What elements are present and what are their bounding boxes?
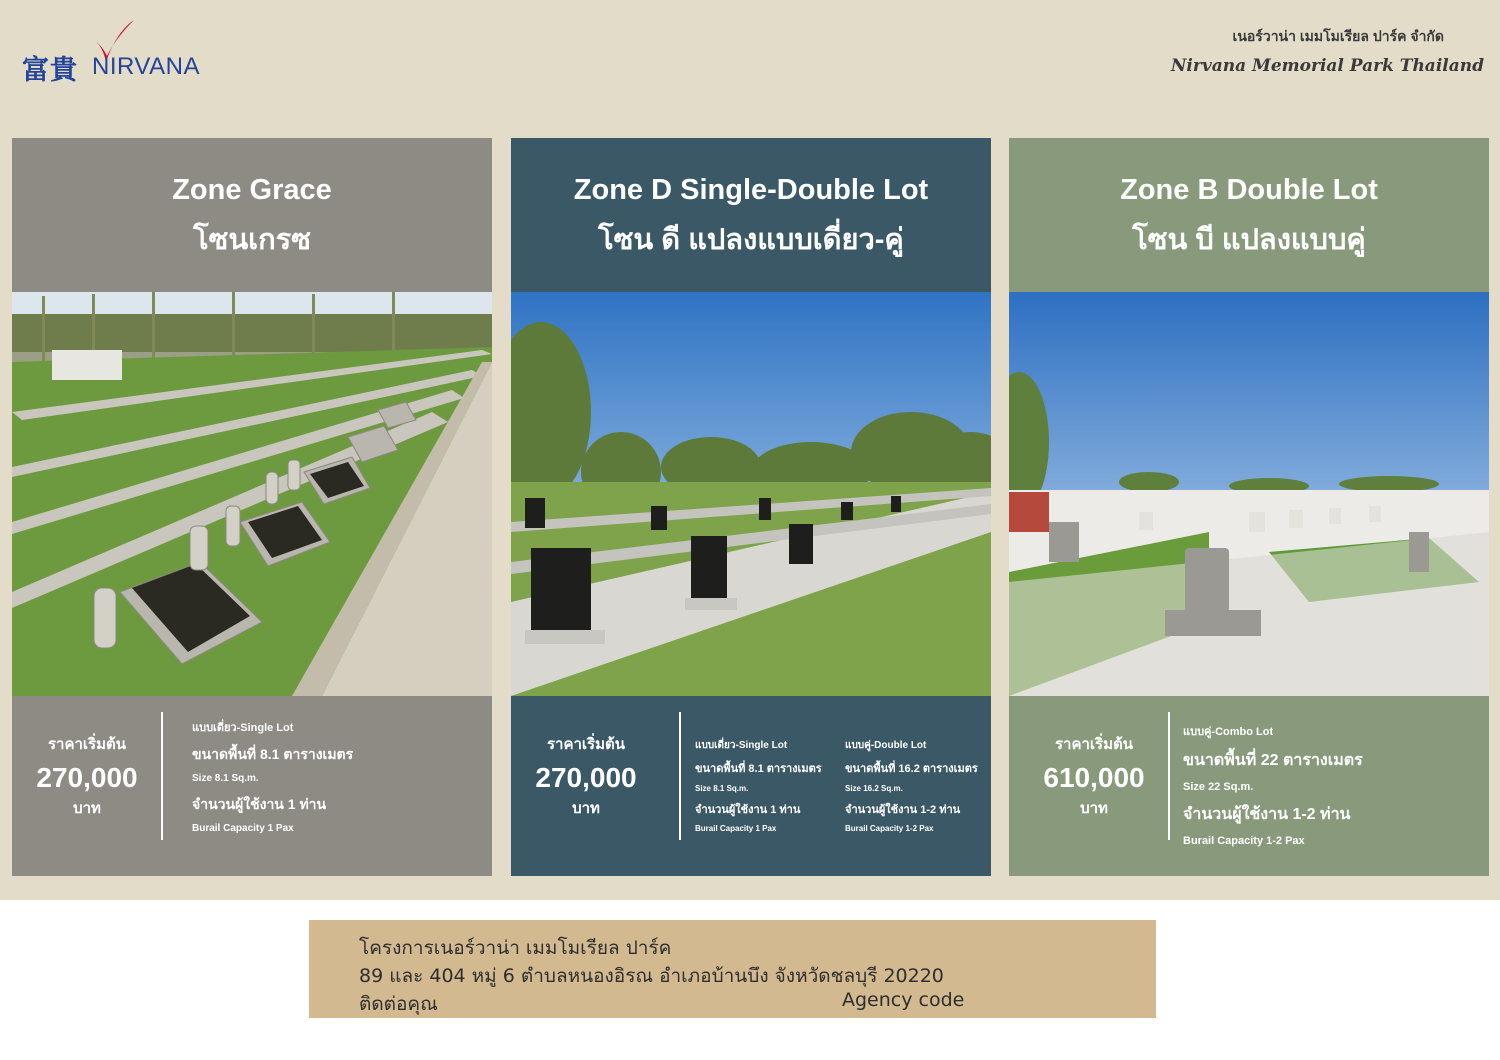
lot-capacity-english: Burail Capacity 1 Pax xyxy=(695,824,777,833)
price-value: 270,000 xyxy=(36,762,138,793)
contact-label: ติดต่อคุณ xyxy=(359,993,438,1015)
project-name: โครงการเนอร์วาน่า เมมโมเรียล ปาร์ค xyxy=(359,937,672,959)
lot-size-english: Size 8.1 Sq.m. xyxy=(695,784,749,793)
lot-spec xyxy=(1183,722,1363,847)
price-unit: บาท xyxy=(572,800,600,817)
lot-area-thai: ขนาดพื้นที่ 22 ตารางเมตร xyxy=(1183,752,1363,769)
lot-area-thai: ขนาดพื้นที่ 16.2 ตารางเมตร xyxy=(845,763,978,775)
price-block xyxy=(12,732,162,820)
card-title-thai: โซน ดี แปลงแบบเดี่ยว-คู่ xyxy=(598,224,904,256)
card-header xyxy=(12,138,492,292)
zone-d-photo xyxy=(511,292,991,696)
zone-b-photo xyxy=(1009,292,1489,696)
divider xyxy=(679,712,681,840)
card-footer xyxy=(12,696,492,876)
zone-d-card xyxy=(511,138,991,876)
company-name xyxy=(1170,26,1484,76)
zone-grace-card xyxy=(12,138,492,876)
logo-chinese-text: 富貴 xyxy=(22,55,78,86)
card-header xyxy=(1009,138,1489,292)
card-footer xyxy=(511,696,991,876)
card-footer xyxy=(1009,696,1489,876)
lot-size-english: Size 16.2 Sq.m. xyxy=(845,784,903,793)
lot-type: แบบเดี่ยว-Single Lot xyxy=(192,722,294,734)
lot-size-english: Size 8.1 Sq.m. xyxy=(192,773,259,784)
card-header xyxy=(511,138,991,292)
logo-wordmark: NIRVANA xyxy=(92,53,200,80)
company-name-english: Nirvana Memorial Park Thailand xyxy=(1170,56,1484,76)
lot-area-thai: ขนาดพื้นที่ 8.1 ตารางเมตร xyxy=(695,763,822,775)
price-label: ราคาเริ่มต้น xyxy=(1054,736,1133,753)
lot-capacity-thai: จำนวนผู้ใช้งาน 1 ท่าน xyxy=(192,796,327,812)
lot-type: แบบเดี่ยว-Single Lot xyxy=(695,740,788,751)
price-block xyxy=(511,732,661,820)
card-title-thai: โซนเกรซ xyxy=(193,224,311,256)
double-lot-spec xyxy=(845,738,978,833)
lot-type: แบบคู่-Combo Lot xyxy=(1183,726,1274,738)
lot-type: แบบคู่-Double Lot xyxy=(845,740,927,751)
lot-size-english: Size 22 Sq.m. xyxy=(1183,781,1254,793)
zone-b-card xyxy=(1009,138,1489,876)
nirvana-logo xyxy=(22,18,242,84)
address-box xyxy=(309,920,1156,1018)
card-title-english: Zone B Double Lot xyxy=(1120,174,1378,206)
lot-capacity-english: Burail Capacity 1 Pax xyxy=(192,823,294,834)
agency-code-label: Agency code xyxy=(842,989,965,1011)
card-title-english: Zone D Single-Double Lot xyxy=(573,174,929,206)
price-value: 610,000 xyxy=(1043,762,1145,793)
project-address: 89 และ 404 หมู่ 6 ตำบลหนองอิรณ อำเภอบ้านบึง จังหวัดชลบุรี 20220 xyxy=(359,965,944,987)
lot-capacity-thai: จำนวนผู้ใช้งาน 1-2 ท่าน xyxy=(845,804,961,816)
divider xyxy=(1168,712,1170,840)
price-label: ราคาเริ่มต้น xyxy=(546,736,625,753)
price-label: ราคาเริ่มต้น xyxy=(47,736,126,753)
card-title-english: Zone Grace xyxy=(172,174,332,206)
card-title-thai: โซน บี แปลงแบบคู่ xyxy=(1132,224,1366,256)
price-value: 270,000 xyxy=(535,762,637,793)
lot-capacity-english: Burail Capacity 1-2 Pax xyxy=(845,824,934,833)
zone-grace-photo xyxy=(12,292,492,696)
lot-capacity-english: Burail Capacity 1-2 Pax xyxy=(1183,835,1305,847)
company-name-thai: เนอร์วาน่า เมมโมเรียล ปาร์ค จำกัด xyxy=(1232,28,1444,44)
price-unit: บาท xyxy=(1080,800,1108,817)
lot-spec xyxy=(192,718,353,834)
lot-area-thai: ขนาดพื้นที่ 8.1 ตารางเมตร xyxy=(192,746,354,762)
price-block xyxy=(1009,732,1179,820)
price-unit: บาท xyxy=(73,800,101,817)
single-lot-spec xyxy=(695,738,822,833)
divider xyxy=(161,712,163,840)
lot-capacity-thai: จำนวนผู้ใช้งาน 1 ท่าน xyxy=(695,804,801,816)
lot-capacity-thai: จำนวนผู้ใช้งาน 1-2 ท่าน xyxy=(1183,806,1351,823)
